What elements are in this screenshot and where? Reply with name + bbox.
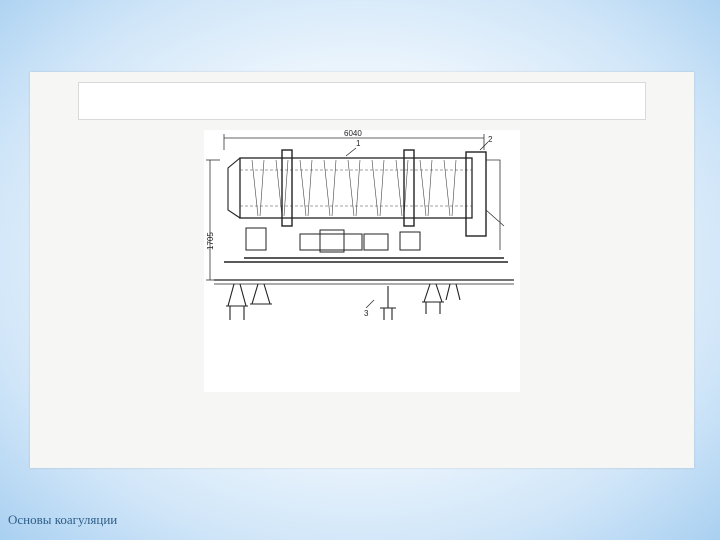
dim-length-label: 6040 [344, 130, 362, 138]
technical-drawing [204, 130, 520, 392]
dim-height-label: 1705 [206, 232, 215, 250]
drum-apparatus-drawing [204, 130, 520, 392]
callout-2: 2 [488, 135, 493, 144]
document-panel [30, 72, 694, 468]
callout-1: 1 [356, 139, 361, 148]
footer-caption: Основы коагуляции [8, 512, 118, 527]
title-box [78, 82, 646, 120]
callout-3: 3 [364, 309, 369, 318]
